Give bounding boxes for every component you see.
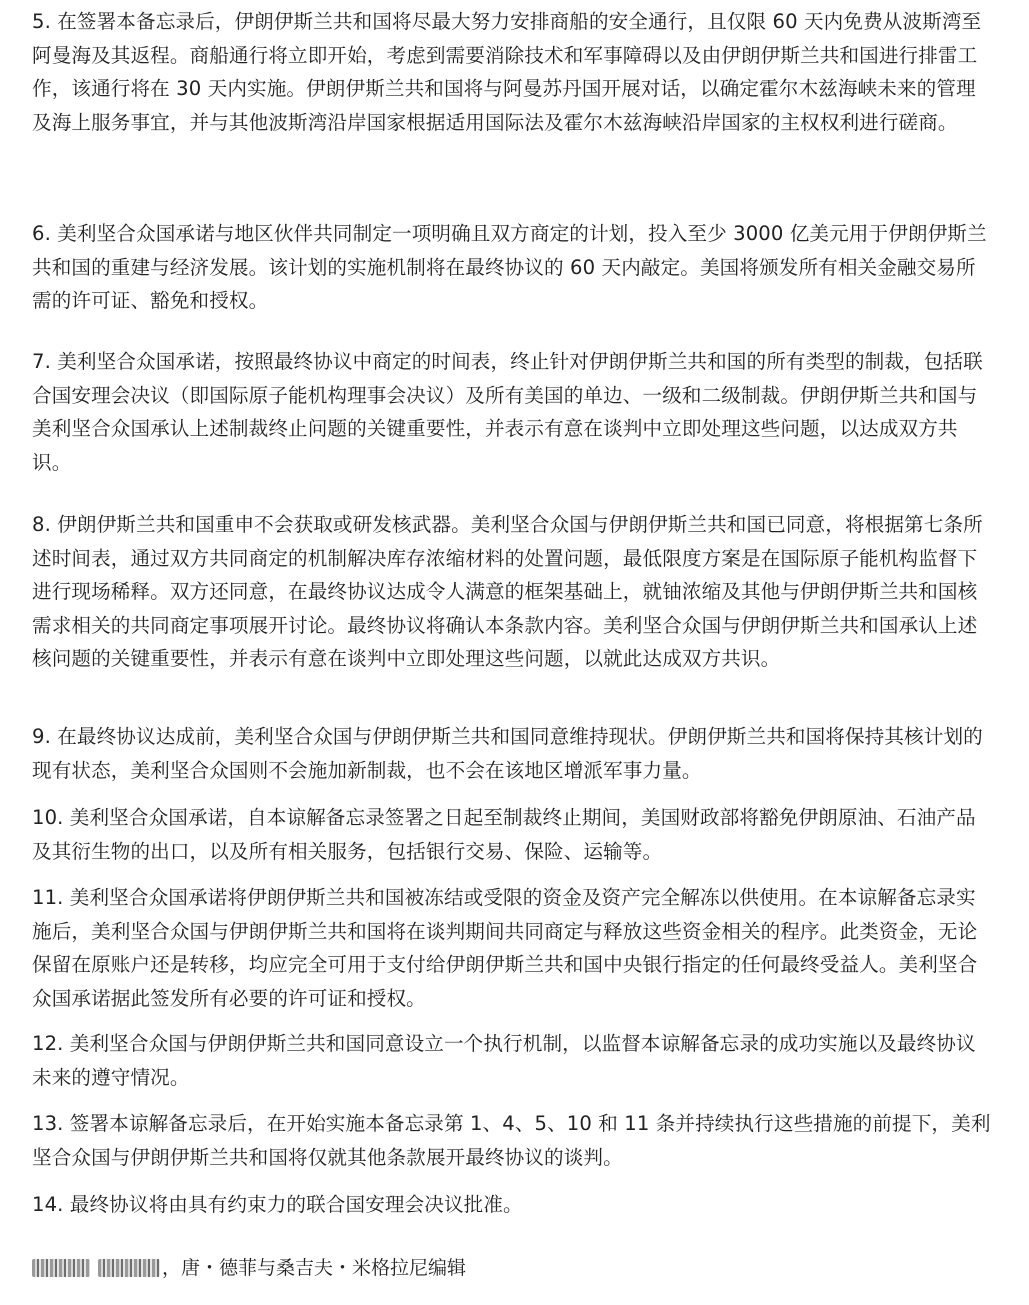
paragraph-7: 7. 美利坚合众国承诺，按照最终协议中商定的时间表，终止针对伊朗伊斯兰共和国的所有类型的制裁，包括联合国安理会决议（即国际原子能机构理事会决议）及所有美国的单边、一级和二级制裁。伊朗伊斯兰共和国与美利坚合众国承认上述制裁终止问题的关键重要性，并表示有意在谈判中立即处理这些问题，以达成双方共识。: [32, 350, 983, 474]
credit-text: ，唐・德菲与桑吉夫・米格拉尼编辑: [162, 1257, 467, 1279]
editor-credit: [32, 1253, 466, 1283]
redacted-name: [98, 1259, 160, 1277]
redacted-name: [32, 1259, 90, 1277]
paragraph-6: 6. 美利坚合众国承诺与地区伙伴共同制定一项明确且双方商定的计划，投入至少 3000 亿美元用于伊朗伊斯兰共和国的重建与经济发展。该计划的实施机制将在最终协议的 60 天内敲定。美国将颁发所有相关金融交易所需的许可证、豁免和授权。: [32, 222, 987, 312]
paragraph-5: 5. 在签署本备忘录后，伊朗伊斯兰共和国将尽最大努力安排商船的安全通行，且仅限 60 天内免费从波斯湾至阿曼海及其返程。商船通行将立即开始，考虑到需要消除技术和军事障碍以及由伊朗伊斯兰共和国进行排雷工作，该通行将在 30 天内实施。伊朗伊斯兰共和国将与阿曼苏丹国开展对话，以确定霍尔木兹海峡未来的管理及海上服务事宜，并与其他波斯湾沿岸国家根据适用国际法及霍尔木兹海峡沿岸国家的主权权利进行磋商。: [32, 10, 982, 134]
paragraph-9: 9. 在最终协议达成前，美利坚合众国与伊朗伊斯兰共和国同意维持现状。伊朗伊斯兰共和国将保持其核计划的现有状态，美利坚合众国则不会施加新制裁，也不会在该地区增派军事力量。: [32, 725, 983, 782]
paragraph-12: 12. 美利坚合众国与伊朗伊斯兰共和国同意设立一个执行机制，以监督本谅解备忘录的成功实施以及最终协议未来的遵守情况。: [32, 1032, 976, 1089]
paragraph-10: 10. 美利坚合众国承诺，自本谅解备忘录签署之日起至制裁终止期间，美国财政部将豁免伊朗原油、石油产品及其衍生物的出口，以及所有相关服务，包括银行交易、保险、运输等。: [32, 806, 976, 863]
paragraph-13: 13. 签署本谅解备忘录后，在开始实施本备忘录第 1、4、5、10 和 11 条并持续执行这些措施的前提下，美利坚合众国与伊朗伊斯兰共和国将仅就其他条款展开最终协议的谈判。: [32, 1112, 991, 1169]
paragraph-8: 8. 伊朗伊斯兰共和国重申不会获取或研发核武器。美利坚合众国与伊朗伊斯兰共和国已同意，将根据第七条所述时间表，通过双方共同商定的机制解决库存浓缩材料的处置问题，最低限度方案是在国际原子能机构监督下进行现场稀释。双方还同意，在最终协议达成令人满意的框架基础上，就铀浓缩及其他与伊朗伊斯兰共和国核需求相关的共同商定事项展开讨论。最终协议将确认本条款内容。美利坚合众国与伊朗伊斯兰共和国承认上述核问题的关键重要性，并表示有意在谈判中立即处理这些问题，以就此达成双方共识。: [32, 513, 983, 670]
paragraph-11: 11. 美利坚合众国承诺将伊朗伊斯兰共和国被冻结或受限的资金及资产完全解冻以供使用。在本谅解备忘录实施后，美利坚合众国与伊朗伊斯兰共和国将在谈判期间共同商定与释放这些资金相关的程序。此类资金，无论保留在原账户还是转移，均应完全可用于支付给伊朗伊斯兰共和国中央银行指定的任何最终受益人。美利坚合众国承诺据此签发所有必要的许可证和授权。: [32, 886, 978, 1010]
paragraph-14: 14. 最终协议将由具有约束力的联合国安理会决议批准。: [32, 1193, 523, 1216]
